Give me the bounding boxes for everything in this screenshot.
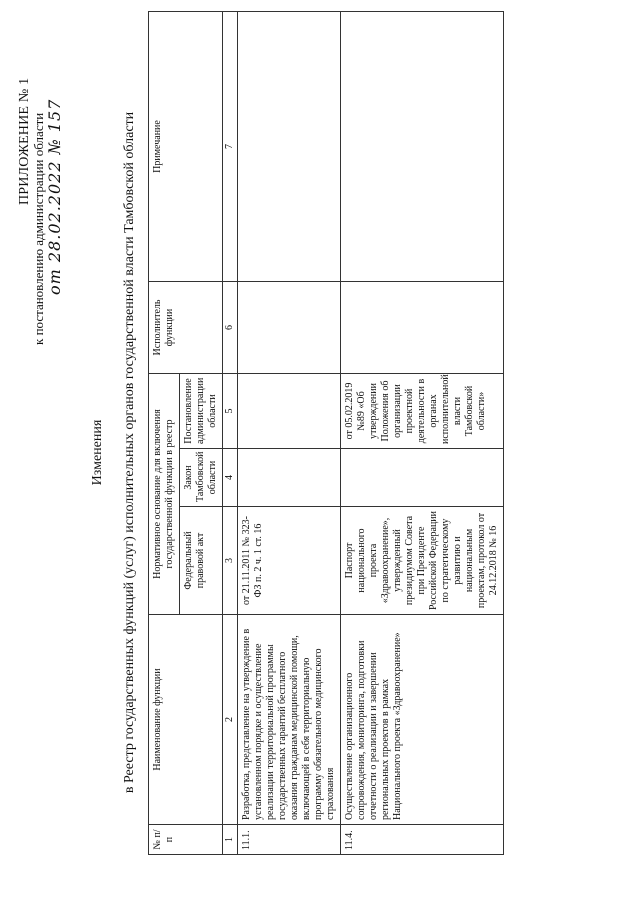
row-regional-law (238, 449, 341, 507)
colnum-cell: 6 (223, 282, 238, 374)
header-normative-basis: Нормативное основание для включения государственной функции в реестр (149, 374, 180, 615)
heading-title: Изменения (90, 419, 105, 486)
row-note (341, 12, 504, 282)
table-row (238, 12, 341, 855)
handwritten-date-number: от 28.02.2022 № 157 (45, 98, 64, 295)
row-number: 11.4. (341, 825, 504, 855)
registry-changes-table (148, 11, 504, 855)
header-regional-law: Закон Тамбовской области (180, 449, 223, 507)
row-number: 11.1. (238, 825, 341, 855)
table-row (341, 12, 504, 855)
row-executor (238, 282, 341, 374)
colnum-cell: 5 (223, 374, 238, 449)
colnum-cell: 2 (223, 615, 238, 825)
colnum-cell: 4 (223, 449, 238, 507)
heading-subtitle: в Реестр государственных функций (услуг) исполнительных органов государственной власти Тамбовской области (122, 111, 137, 794)
column-number-row (223, 12, 238, 855)
header-executor: Исполнитель функции (149, 282, 223, 374)
colnum-cell: 7 (223, 12, 238, 282)
header-num: № п/п (149, 825, 223, 855)
row-admin-decree (238, 374, 341, 449)
colnum-cell: 1 (223, 825, 238, 855)
header-admin-decree: Постановление администрации области (180, 374, 223, 449)
colnum-cell: 3 (223, 507, 238, 615)
row-admin-decree: от 05.02.2019 №89 «Об утверждении Положения об организации проектной деятельности в органах исполнительной власти Тамбовской области» (341, 374, 504, 449)
row-function-name: Разработка, представление на утверждение в установленном порядке и осуществление реализации территориальной программы государственных гарантий бесплатного оказания гражданам медицинской помощи, включающей в себя территориальную программу обязательного медицинского страхования (238, 615, 341, 825)
header-note: Примечание (149, 12, 223, 282)
row-function-name: Осуществление организационного сопровождения, мониторинга, подготовки отчетности о реализации и завершении региональных проектов в рамках Национального проекта «Здравоохранение» (341, 615, 504, 825)
header-function-name: Наименование функции (149, 615, 223, 825)
row-note (238, 12, 341, 282)
appendix-decree-reference: к постановлению администрации области (31, 112, 46, 345)
header-federal-act: Федеральный правовой акт (180, 507, 223, 615)
row-federal-act: Паспорт национального проекта «Здравоохранение», утвержденный президиумом Совета при Президенте Российской Федерации по стратегическому развитию и национальным проектам, протокол от 24.12.2018 № 16 (341, 507, 504, 615)
document-heading (90, 0, 138, 905)
row-executor (341, 282, 504, 374)
appendix-block (17, 5, 64, 345)
appendix-title: ПРИЛОЖЕНИЕ № 1 (17, 77, 32, 205)
row-regional-law (341, 449, 504, 507)
row-federal-act: от 21.11.2011 № 323-ФЗ п. 2 ч. 1 ст. 16 (238, 507, 341, 615)
